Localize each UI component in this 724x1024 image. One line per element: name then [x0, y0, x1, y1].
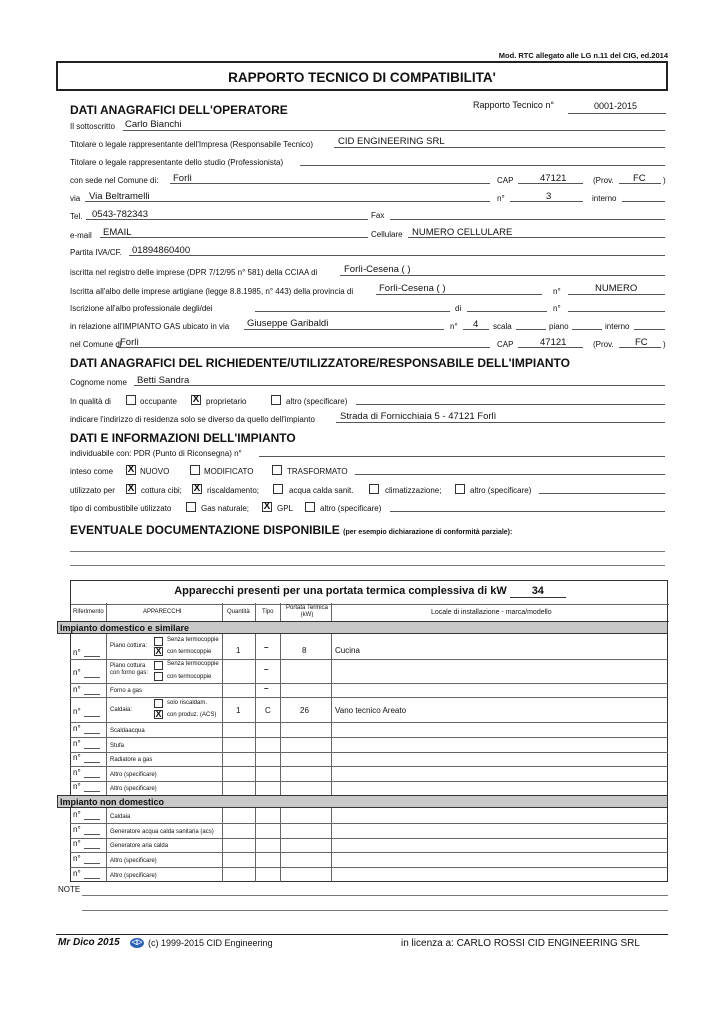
boiler-acs-checkbox[interactable]: X	[155, 709, 162, 719]
table-title	[71, 585, 669, 598]
street-number-field[interactable]: 3	[546, 191, 552, 202]
intended-label: inteso come	[70, 467, 114, 476]
plant-comune-field[interactable]: Forlì	[120, 337, 139, 348]
tel-field[interactable]: 0543-782343	[92, 209, 148, 220]
street-label: via	[70, 194, 81, 203]
hot-water-label: acqua calda sanit.	[289, 486, 354, 495]
nd-other2-label: Altro (specificare)	[110, 873, 157, 879]
page-title: RAPPORTO TECNICO DI COMPATIBILITA'	[228, 70, 496, 85]
modified-label: MODIFICATO	[204, 467, 254, 476]
section-client: DATI ANAGRAFICI DEL RICHIEDENTE/UTILIZZATORE/RESPONSABILE DELL'IMPIANTO	[70, 356, 570, 370]
cooking-label: cottura cibi;	[141, 486, 182, 495]
mobile-label: Cellulare	[371, 230, 403, 239]
row-oven-n: n°	[73, 685, 81, 694]
cciaa-label: iscritta nel registro delle imprese (DPR 7/12/95 n° 581) della CCIAA di	[70, 268, 318, 277]
row-other1-n: n°	[73, 768, 81, 777]
cooker-label: Piano cottura con forno gas:	[110, 663, 149, 676]
group-non-domestic-label: Impianto non domestico	[60, 797, 165, 807]
section-docs-title: EVENTUALE DOCUMENTAZIONE DISPONIBILE	[70, 523, 340, 537]
boiler-label: Caldaia:	[110, 707, 133, 713]
occupant-checkbox[interactable]	[126, 395, 136, 405]
oven-type[interactable]: –	[264, 684, 269, 693]
studio-label: Titolare o legale rappresentante dello studio (Professionista)	[70, 158, 284, 167]
col-type: Tipo	[262, 609, 274, 615]
cooker-opt2: con termocoppie	[167, 674, 212, 680]
plant-comune-label: nel Comune di	[70, 340, 122, 349]
prof-di-label: di	[455, 304, 462, 313]
copyright: (c) 1999-2015 CID Engineering	[148, 938, 273, 948]
gpl-label: GPL	[277, 504, 294, 513]
fax-label: Fax	[371, 211, 385, 220]
row-radiator-n: n°	[73, 753, 81, 762]
radiator-label: Radiatore a gas	[110, 757, 153, 763]
surname-label: Cognome nome	[70, 378, 127, 387]
occupant-label: occupante	[140, 397, 177, 406]
cap-field[interactable]: 47121	[540, 173, 567, 184]
natural-gas-checkbox[interactable]	[186, 502, 196, 512]
boiler-heating-only-checkbox[interactable]	[154, 699, 163, 708]
pdr-label: individuabile con: PDR (Punto di Riconsegna) n°	[70, 449, 242, 458]
transformed-label: TRASFORMATO	[287, 467, 348, 476]
boiler-location[interactable]: Vano tecnico Areato	[335, 706, 407, 715]
oven-label: Forno a gas	[110, 688, 143, 694]
new-label: NUOVO	[140, 467, 170, 476]
boiler-qty[interactable]: 1	[236, 706, 241, 715]
cid-logo-icon: ◁▷	[131, 939, 143, 946]
license: in licenza a: CARLO ROSSI CID ENGINEERING SRL	[401, 938, 640, 949]
group-domestic-label: Impianto domestico e similare	[60, 623, 190, 633]
prov-label: (Prov.	[593, 176, 614, 185]
other1-label: Altro (specificare)	[110, 772, 157, 778]
artisan-n-field[interactable]: NUMERO	[595, 283, 638, 294]
transformed-checkbox[interactable]	[272, 465, 282, 475]
nd-acs-label: Generatore acqua calda sanitaria (acs)	[110, 829, 214, 835]
hob-qty[interactable]: 1	[236, 646, 241, 655]
stove-label: Stufa	[110, 743, 125, 749]
notes-line-2[interactable]	[82, 910, 668, 911]
boiler-opt1: solo riscaldam.	[167, 700, 208, 706]
plant-interior-label: interno	[605, 322, 630, 331]
owner-label: proprietario	[206, 397, 247, 406]
residence-field[interactable]: Strada di Fornicchiaia 5 - 47121 Forlì	[340, 411, 497, 422]
cooker-type[interactable]: –	[264, 665, 269, 674]
group-non-domestic	[57, 795, 668, 808]
other-fuel-label: altro (specificare)	[320, 504, 382, 513]
artisan-label: Iscritta all'albo delle imprese artigiane (legge 8.8.1985, n° 443) della provincia di	[70, 287, 354, 296]
ac-label: climatizzazione;	[385, 486, 442, 495]
col-qty: Quantità	[227, 609, 250, 615]
row-stove-n: n°	[73, 739, 81, 748]
other2-label: Altro (specificare)	[110, 786, 157, 792]
municipality-label: con sede nel Comune di:	[70, 176, 159, 185]
hob-type[interactable]: –	[264, 643, 269, 652]
hob-label: Piano cottura:	[110, 643, 148, 649]
row-water-heater-n: n°	[73, 724, 81, 733]
hob-opt1: Senza termocoppie	[167, 637, 219, 643]
cooker-no-thermocouple-checkbox[interactable]	[154, 661, 163, 670]
vat-label: Partita IVA/CF.	[70, 248, 122, 257]
row-nd-boiler-n: n°	[73, 810, 81, 819]
email-field[interactable]: EMAIL	[103, 227, 132, 238]
mobile-field[interactable]: NUMERO CELLULARE	[412, 227, 513, 238]
cooker-opt1: Senza termocoppie	[167, 661, 219, 667]
hob-thermocouple-checkbox[interactable]: X	[155, 646, 162, 656]
prof-label: Iscrizione all'albo professionale degli/dei	[70, 304, 213, 313]
new-checkbox[interactable]: X	[127, 464, 135, 475]
tel-label: Tel.	[70, 212, 83, 221]
plant-cap-label: CAP	[497, 340, 514, 349]
plant-prov-close: )	[663, 340, 666, 349]
interior-label: interno	[592, 194, 617, 203]
section-docs-note: (per esempio dichiarazione di conformità parziale):	[343, 529, 513, 536]
app-name: Mr Dico 2015	[58, 937, 120, 948]
hob-opt2: con termocoppie	[167, 649, 212, 655]
section-docs	[70, 523, 512, 537]
plant-n-field[interactable]: 4	[473, 319, 479, 330]
other-use-checkbox[interactable]	[455, 484, 465, 494]
section-operator: DATI ANAGRAFICI DELL'OPERATORE	[70, 103, 288, 117]
row-boiler-n: n°	[73, 707, 81, 716]
modified-checkbox[interactable]	[190, 465, 200, 475]
company-field[interactable]: CID ENGINEERING SRL	[338, 136, 445, 147]
plant-floor-label: piano	[549, 322, 569, 331]
gpl-checkbox[interactable]: X	[263, 501, 271, 512]
municipality-field[interactable]: Forlì	[173, 173, 192, 184]
surname-field[interactable]: Betti Sandra	[137, 375, 190, 386]
plant-street-label: in relazione all'IMPIANTO GAS ubicato in via	[70, 322, 230, 331]
col-appliances: APPARECCHI	[143, 609, 182, 615]
plant-prov-label: (Prov.	[593, 340, 614, 349]
cooker-thermocouple-checkbox[interactable]	[154, 672, 163, 681]
table-title-text: Apparecchi presenti per una portata termica complessiva di kW	[174, 585, 507, 597]
row-hob-n: n°	[73, 648, 81, 657]
heating-checkbox[interactable]: X	[193, 483, 201, 494]
boiler-opt2: con produz. (ACS)	[167, 712, 217, 718]
boiler-power[interactable]: 26	[300, 706, 309, 715]
plant-prov-field[interactable]: FC	[635, 337, 648, 348]
nd-air-label: Generatore aria calda	[110, 843, 169, 849]
title-box	[56, 61, 668, 91]
section-plant: DATI E INFORMAZIONI DELL'IMPIANTO	[70, 431, 296, 445]
row-nd-other1-n: n°	[73, 854, 81, 863]
notes-label: NOTE	[58, 885, 81, 894]
col-ref: Riferimento	[73, 609, 104, 615]
owner-checkbox[interactable]: X	[192, 394, 200, 405]
email-label: e-mail	[70, 231, 92, 240]
other-role-label: altro (specificare)	[286, 397, 348, 406]
fuel-label: tipo di combustibile utilizzato	[70, 504, 172, 513]
natural-gas-label: Gas naturale;	[201, 504, 250, 513]
row-other2-n: n°	[73, 782, 81, 791]
group-domestic	[57, 621, 668, 634]
plant-n-label: n°	[450, 322, 458, 331]
cooking-checkbox[interactable]: X	[127, 483, 135, 494]
report-number[interactable]: 0001-2015	[594, 101, 638, 111]
notes-line-1[interactable]	[82, 895, 668, 896]
nd-boiler-label: Caldaia	[110, 814, 131, 820]
hob-no-thermocouple-checkbox[interactable]	[154, 637, 163, 646]
plant-stair-label: scala	[493, 322, 512, 331]
other-role-checkbox[interactable]	[271, 395, 281, 405]
artisan-field[interactable]: Forlì-Cesena ( )	[379, 283, 446, 294]
company-label: Titolare o legale rappresentante dell'Impresa (Responsabile Tecnico)	[70, 140, 313, 149]
row-nd-acs-n: n°	[73, 825, 81, 834]
heating-label: riscaldamento;	[207, 486, 260, 495]
row-cooker-n: n°	[73, 668, 81, 677]
ac-checkbox[interactable]	[369, 484, 379, 494]
undersigned-field[interactable]: Carlo Bianchi	[125, 119, 182, 130]
other-use-label: altro (specificare)	[470, 486, 532, 495]
hot-water-checkbox[interactable]	[273, 484, 283, 494]
row-nd-air-n: n°	[73, 839, 81, 848]
water-heater-label: Scaldaacqua	[110, 728, 145, 734]
nd-other1-label: Altro (specificare)	[110, 858, 157, 864]
undersigned-label: Il sottoscritto	[70, 122, 115, 131]
street-field[interactable]: Via Beltramelli	[89, 191, 150, 202]
role-label: In qualità di	[70, 397, 111, 406]
boiler-type[interactable]: C	[265, 706, 271, 715]
cciaa-field[interactable]: Forlì-Cesena ( )	[344, 264, 411, 275]
artisan-n-label: n°	[553, 287, 561, 296]
row-nd-other2-n: n°	[73, 869, 81, 878]
plant-cap-field[interactable]: 47121	[540, 337, 567, 348]
report-number-label: Rapporto Tecnico n°	[473, 100, 554, 110]
prov-close: )	[663, 176, 666, 185]
vat-field[interactable]: 01894860400	[132, 245, 191, 256]
prof-n-label: n°	[553, 304, 561, 313]
usage-label: utilizzato per	[70, 486, 115, 495]
other-fuel-checkbox[interactable]	[305, 502, 315, 512]
hob-power[interactable]: 8	[302, 646, 307, 655]
residence-label: indicare l'indirizzo di residenza solo se diverso da quello dell'impianto	[70, 415, 315, 424]
col-location: Locale di installazione - marca/modello	[431, 609, 552, 616]
hob-location[interactable]: Cucina	[335, 646, 360, 655]
street-number-label: n°	[497, 194, 505, 203]
total-kw[interactable]: 34	[510, 585, 566, 598]
col-power: Portata Termica (kW)	[286, 605, 328, 618]
plant-street-field[interactable]: Giuseppe Garibaldi	[247, 318, 329, 329]
model-reference: Mod. RTC allegato alle LG n.11 del CIG, ed.2014	[498, 51, 668, 60]
prov-field[interactable]: FC	[633, 173, 646, 184]
cap-label: CAP	[497, 176, 514, 185]
